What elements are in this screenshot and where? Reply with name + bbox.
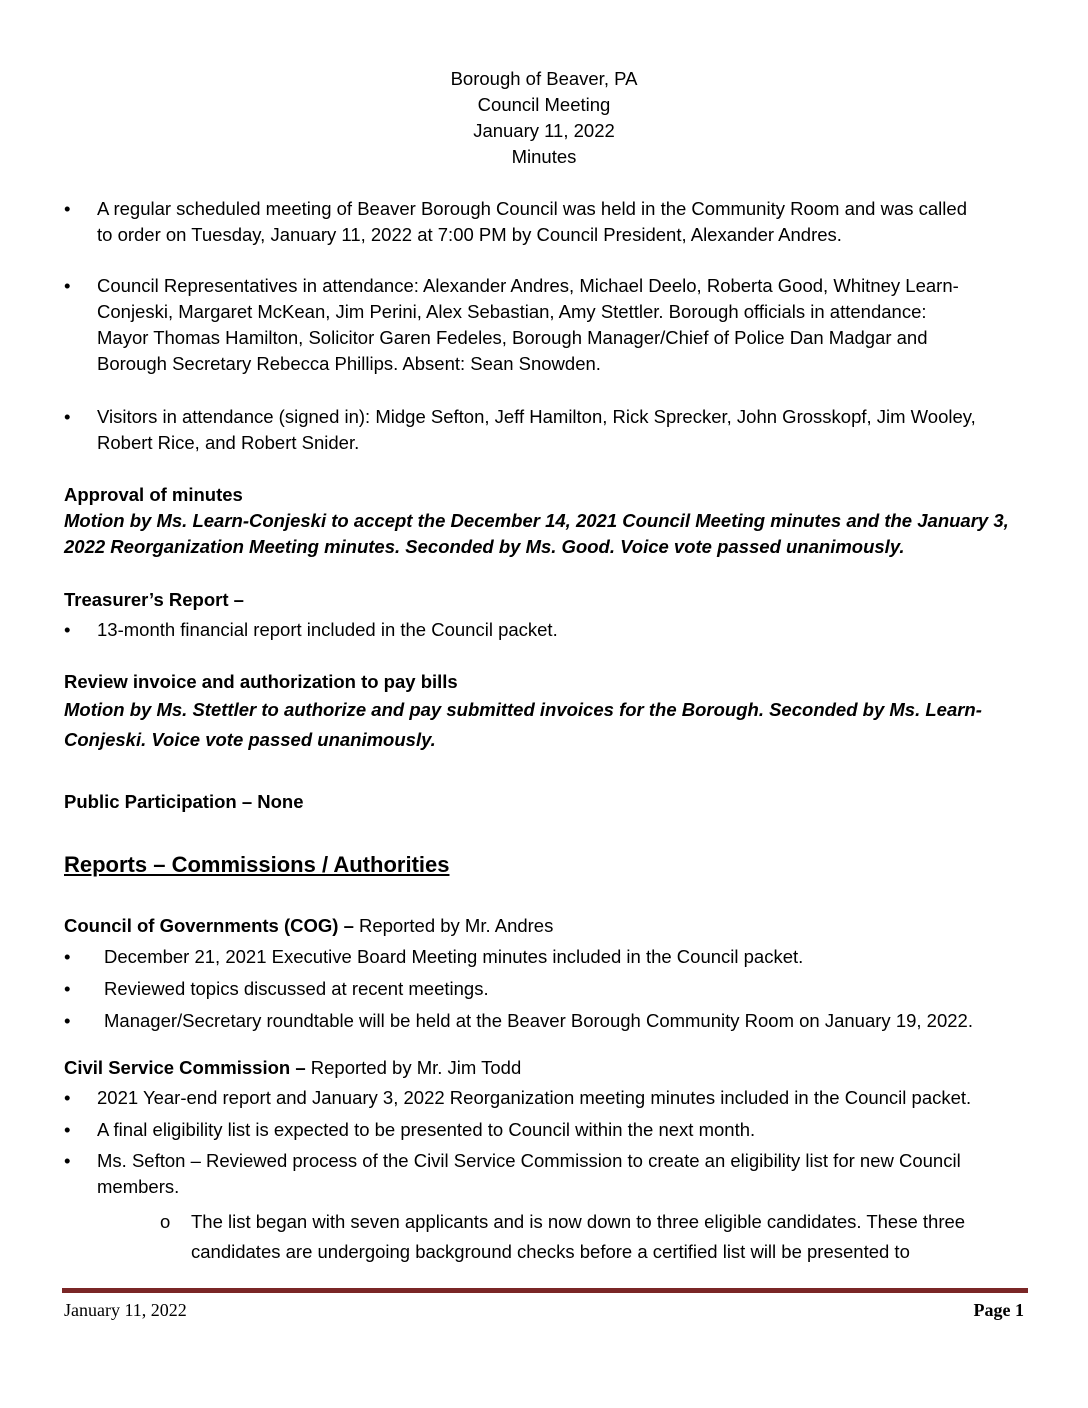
approval-heading: Approval of minutes	[64, 484, 243, 505]
borough-name: Borough of Beaver, PA	[450, 68, 638, 89]
approval-motion-line: Motion by Ms. Learn-Conjeski to accept the December 14, 2021 Council Meeting minutes and the January 3,	[64, 510, 1009, 531]
invoice-heading: Review invoice and authorization to pay bills	[64, 671, 458, 692]
invoice-motion-line: Conjeski. Voice vote passed unanimously.	[64, 729, 436, 750]
list-item-text: 13-month financial report included in the Council packet.	[97, 619, 558, 640]
civil-heading: Civil Service Commission –	[64, 1057, 306, 1078]
reports-title: Reports – Commissions / Authorities	[64, 852, 450, 877]
meeting-type: Council Meeting	[477, 94, 611, 115]
meeting-date: January 11, 2022	[473, 120, 615, 141]
sub-item-text: candidates are undergoing background checks before a certified list will be presented to	[191, 1241, 910, 1262]
invoice-section	[64, 669, 1024, 755]
cog-section-heading	[64, 913, 1024, 939]
bullet-icon: •	[64, 1150, 71, 1171]
page-number: Page 1	[973, 1300, 1024, 1320]
list-item-text: A final eligibility list is expected to be presented to Council within the next month.	[97, 1119, 756, 1140]
bullet-icon: •	[64, 275, 71, 296]
bullet-icon: •	[64, 619, 71, 640]
cog-reporter: Reported by Mr. Andres	[353, 915, 554, 936]
bullet-icon: •	[64, 1119, 71, 1140]
bullet-icon: •	[64, 1087, 71, 1108]
document-header	[0, 66, 1088, 170]
civil-item	[64, 1085, 1024, 1111]
bullet-text: Visitors in attendance (signed in): Midge Sefton, Jeff Hamilton, Rick Sprecker, John Grosskopf, Jim Wooley,	[97, 406, 976, 427]
treasurer-section	[64, 587, 1024, 613]
cog-item	[64, 976, 1024, 1002]
intro-bullet-meeting	[64, 196, 1024, 248]
bullet-text: to order on Tuesday, January 11, 2022 at 7:00 PM by Council President, Alexander Andres.	[97, 224, 842, 245]
cog-item	[64, 1008, 1024, 1034]
bullet-icon: •	[64, 406, 71, 427]
bullet-text: Mayor Thomas Hamilton, Solicitor Garen Fedeles, Borough Manager/Chief of Police Dan Madgar and	[97, 327, 928, 348]
bullet-icon: •	[64, 946, 71, 967]
bullet-icon: •	[64, 198, 71, 219]
bullet-text: Conjeski, Margaret McKean, Jim Perini, Alex Sebastian, Amy Stettler. Borough officials in attendance:	[97, 301, 927, 322]
list-item-text: Ms. Sefton – Reviewed process of the Civil Service Commission to create an eligibility list for new Council	[97, 1150, 961, 1171]
bullet-icon: •	[64, 1010, 71, 1031]
approval-section	[64, 482, 1024, 560]
bullet-icon: •	[64, 978, 71, 999]
footer-date: January 11, 2022	[64, 1300, 187, 1320]
approval-motion-line: 2022 Reorganization Meeting minutes. Seconded by Ms. Good. Voice vote passed unanimously.	[64, 536, 905, 557]
civil-reporter: Reported by Mr. Jim Todd	[305, 1057, 522, 1078]
list-item-text: Reviewed topics discussed at recent meetings.	[104, 978, 489, 999]
list-item-text: 2021 Year-end report and January 3, 2022 Reorganization meeting minutes included in the Council packet.	[97, 1087, 972, 1108]
public-heading: Public Participation – None	[64, 791, 304, 812]
civil-item	[64, 1148, 1024, 1200]
treasurer-heading: Treasurer’s Report –	[64, 589, 244, 610]
intro-bullet-visitors	[64, 404, 1024, 456]
bullet-text: Robert Rice, and Robert Snider.	[97, 432, 360, 453]
footer-divider	[62, 1288, 1028, 1293]
invoice-motion-line: Motion by Ms. Stettler to authorize and pay submitted invoices for the Borough. Seconded by Ms. Learn-	[64, 699, 982, 720]
bullet-text: Borough Secretary Rebecca Phillips. Absent: Sean Snowden.	[97, 353, 601, 374]
bullet-text: Council Representatives in attendance: Alexander Andres, Michael Deelo, Roberta Good, Whitney Learn-	[97, 275, 959, 296]
list-item-text: Manager/Secretary roundtable will be held at the Beaver Borough Community Room on January 19, 2022.	[104, 1010, 973, 1031]
cog-heading: Council of Governments (COG) –	[64, 915, 354, 936]
treasurer-item	[64, 617, 1024, 643]
circle-bullet-icon: o	[160, 1211, 171, 1232]
document-title: Minutes	[511, 146, 577, 167]
civil-section-heading	[64, 1055, 1024, 1081]
sub-item-text: The list began with seven applicants and is now down to three eligible candidates. These three	[191, 1211, 966, 1232]
public-section	[64, 789, 1024, 815]
bullet-text: A regular scheduled meeting of Beaver Borough Council was held in the Community Room and was called	[97, 198, 967, 219]
intro-bullet-attendance	[64, 273, 1024, 377]
list-item-text: members.	[97, 1176, 180, 1197]
civil-subitem	[160, 1207, 1020, 1267]
list-item-text: December 21, 2021 Executive Board Meeting minutes included in the Council packet.	[104, 946, 804, 967]
civil-item	[64, 1117, 1024, 1143]
cog-item	[64, 944, 1024, 970]
